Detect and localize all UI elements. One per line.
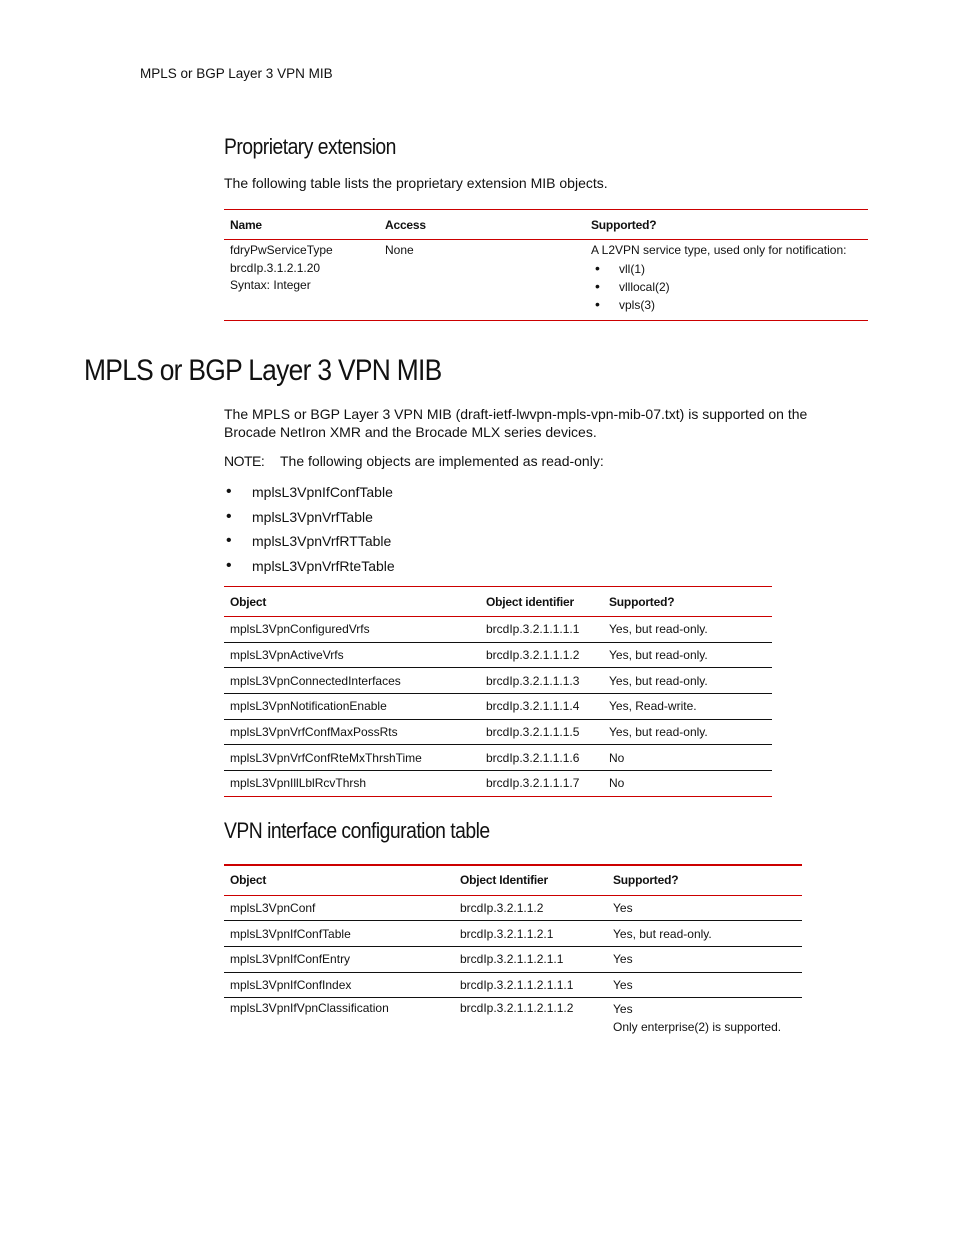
- section-intro: The MPLS or BGP Layer 3 VPN MIB (draft-ietf-lwvpn-mpls-vpn-mib-07.txt) is supported on the Brocade NetIron XMR and the Brocade MLX series devices.: [224, 406, 808, 440]
- column-header: Supported?: [603, 587, 772, 617]
- section-proprietary-extension: [224, 134, 419, 160]
- column-header: Access: [379, 210, 585, 240]
- supported-list: [591, 260, 862, 314]
- table-row: mplsL3VpnIfConfEntry brcdIp.3.2.1.1.2.1.1 Yes: [224, 946, 802, 972]
- section-heading: Proprietary extension: [224, 134, 396, 159]
- section-heading: VPN interface configuration table: [224, 818, 490, 843]
- supported-cell: A L2VPN service type, used only for notification: • vll(1) • vlllocal(2) • vpls(3): [585, 240, 868, 321]
- column-header: Object: [224, 865, 454, 895]
- table-header-row: [224, 865, 802, 895]
- mpls-l3vpn-scalars-table: [224, 586, 772, 797]
- table-row: mplsL3VpnConfiguredVrfs brcdIp.3.2.1.1.1.1 Yes, but read-only.: [224, 617, 772, 643]
- table-row: mplsL3VpnIllLblRcvThrsh brcdIp.3.2.1.1.1.7 No: [224, 771, 772, 797]
- name-cell: fdryPwServiceType brcdIp.3.1.2.1.20 Syntax: Integer: [224, 240, 379, 321]
- note-block: [224, 452, 604, 470]
- table-row: mplsL3VpnActiveVrfs brcdIp.3.2.1.1.1.2 Yes, but read-only.: [224, 642, 772, 668]
- section-intro: The following table lists the proprietary extension MIB objects.: [224, 175, 608, 191]
- column-header: Supported?: [607, 865, 802, 895]
- running-header: MPLS or BGP Layer 3 VPN MIB: [140, 66, 333, 81]
- note-text: The following objects are implemented as read-only:: [280, 453, 604, 469]
- list-item: • vll(1): [591, 260, 862, 278]
- access-cell: None: [379, 240, 585, 321]
- table-header-row: [224, 587, 772, 617]
- column-header: Name: [224, 210, 379, 240]
- section-vpn-interface-config: [224, 818, 526, 844]
- note-label: NOTE:: [224, 453, 265, 469]
- list-item: • mplsL3VpnVrfRteTable: [224, 554, 395, 579]
- list-item: • mplsL3VpnVrfRTTable: [224, 529, 395, 554]
- column-header: Object Identifier: [454, 865, 607, 895]
- table-header-row: [224, 210, 868, 240]
- chapter-title-block: [84, 354, 490, 388]
- table-row: mplsL3VpnNotificationEnable brcdIp.3.2.1.1.1.4 Yes, Read-write.: [224, 694, 772, 720]
- table-row: [224, 240, 868, 321]
- column-header: Object: [224, 587, 480, 617]
- vpn-interface-config-table: [224, 864, 802, 1036]
- proprietary-extension-table: [224, 209, 868, 321]
- table-row: mplsL3VpnConf brcdIp.3.2.1.1.2 Yes: [224, 895, 802, 921]
- table-row: mplsL3VpnConnectedInterfaces brcdIp.3.2.1.1.1.3 Yes, but read-only.: [224, 668, 772, 694]
- table-row: mplsL3VpnIfConfIndex brcdIp.3.2.1.1.2.1.1.1 Yes: [224, 972, 802, 998]
- table-row: mplsL3VpnVrfConfMaxPossRts brcdIp.3.2.1.1.1.5 Yes, but read-only.: [224, 719, 772, 745]
- list-item: • mplsL3VpnIfConfTable: [224, 480, 395, 505]
- column-header: Object identifier: [480, 587, 603, 617]
- column-header: Supported?: [585, 210, 868, 240]
- table-row: mplsL3VpnIfVpnClassification brcdIp.3.2.1.1.2.1.1.2 Yes Only enterprise(2) is supported.: [230, 1001, 782, 1034]
- list-item: • vpls(3): [591, 296, 862, 314]
- list-item: • vlllocal(2): [591, 278, 862, 296]
- read-only-object-list: [224, 480, 395, 579]
- table-row: mplsL3VpnIfConfTable brcdIp.3.2.1.1.2.1 Yes, but read-only.: [224, 921, 802, 947]
- list-item: • mplsL3VpnVrfTable: [224, 505, 395, 530]
- page-title: MPLS or BGP Layer 3 VPN MIB: [84, 354, 442, 387]
- table-row: mplsL3VpnVrfConfRteMxThrshTime brcdIp.3.2.1.1.1.6 No: [224, 745, 772, 771]
